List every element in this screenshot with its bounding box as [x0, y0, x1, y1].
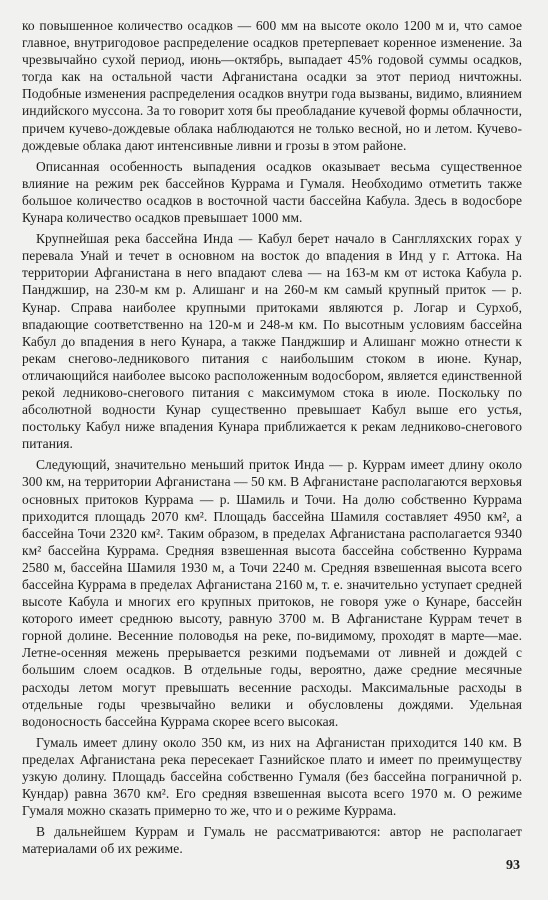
page-body: [22, 17, 522, 862]
page-number: 93: [506, 858, 520, 873]
paragraph-2: Описанная особенность выпадения осадков оказывает весьма существенное влияние на режим рек бассейнов Куррама и Гумаля. Необходимо отметить также большое количество осадков в восточной части бассейна Кабула. Здесь в водосборе Кунара количество осадков превышает 1000 мм.: [22, 158, 522, 226]
paragraph-3: Крупнейшая река бассейна Инда — Кабул берет начало в Санглляхских горах у перевала Унай и течет в основном на восток до впадения в Инд у г. Аттока. На территории Афганистана в него впадают слева — на 163-м км от истока Кабула р. Панджшир, на 230-м км р. Алишанг и на 260-м км самый крупный приток — р. Кунар. Справа наиболее крупными притоками являются р. Логар и Сурхоб, впадающие соответственно на 120-м и 248-м км. По высотным условиям бассейна Кабул до впадения в него Кунара, а также Панджшир и Алишанг можно отнести к рекам снегово-ледникового питания с наибольшим стоком в июне. Кунар, отличающийся наиболее высоко расположенным водосбором, является единственной рекой ледниково-снегового питания с максимумом стока в июле. Поскольку по абсолютной водности Кунар существенно превышает Кабул выше его устья, постольку Кабул ниже впадения Кунара приближается к рекам ледниково-снегового питания.: [22, 231, 522, 452]
paragraph-4: Следующий, значительно меньший приток Инда — р. Куррам имеет длину около 300 км, на территории Афганистана — 50 км. В Афганистане располагаются верховья основных притоков Куррама — р. Шамиль и Точи. На долю собственно Куррама приходится площадь 2070 км². Площадь бассейна Шамиля составляет 4950 км², а бассейна Точи 2320 км². Таким образом, в пределах Афганистана располагается 9340 км² бассейна Куррама. Средняя взвешенная высота бассейна собственно Куррама 2580 м, бассейна Шамиля 1930 м, а Точи 2240 м. Средняя взвешенная высота всего бассейна Куррама в пределах Афганистана 2160 м, т. е. значительно уступает средней высоте Кабула и многих его крупных притоков, не говоря уже о Кунаре, бассейн которого имеет среднюю высоту, равную 3700 м. В Афганистане Куррам течет в горной долине. Весенние половодья на реке, по-видимому, проходят в марте—мае. Летне-осенняя межень прерывается резкими подъемами от ливней и дождей с большим слоем осадков. В отдельные годы, вероятно, даже средние месячные расходы летом могут превышать весенние расходы. Максимальные расходы в отдельные годы чрезвычайно велики и обусловлены дождями. Удельная водоносность бассейна Куррама скорее всего высокая.: [22, 457, 522, 729]
paragraph-6: В дальнейшем Куррам и Гумаль не рассматриваются: автор не располагает материалами об их режиме.: [22, 824, 522, 857]
paragraph-5: Гумаль имеет длину около 350 км, из них на Афганистан приходится 140 км. В пределах Афганистана река пересекает Газнийское плато и имеет по преимуществу узкую долину. Площадь бассейна собственно Гумаля (без бассейна пограничной р. Кундар) равна 3670 км². Его средняя взвешенная высота всего 1970 м. О режиме Гумаля можно сказать примерно то же, что и о режиме Куррама.: [22, 734, 522, 819]
paragraph-1: ко повышенное количество осадков — 600 мм на высоте около 1200 м и, что самое главное, внутригодовое распределение осадков претерпевает коренное изменение. За чрезвычайно сухой период, июнь—октябрь, выпадает 45% годовой суммы осадков, тогда как на остальной части Афганистана осадки за этот период ничтожны. Подобные изменения распределения осадков внутри года вызваны, видимо, влиянием индийского муссона. За то говорит хотя бы преобладание кучевой формы облачности, причем кучево-дождевые облака наблюдаются не только весной, но и летом. Кучево-дождевые облака дают интенсивные ливни и грозы в этом районе.: [22, 18, 522, 153]
